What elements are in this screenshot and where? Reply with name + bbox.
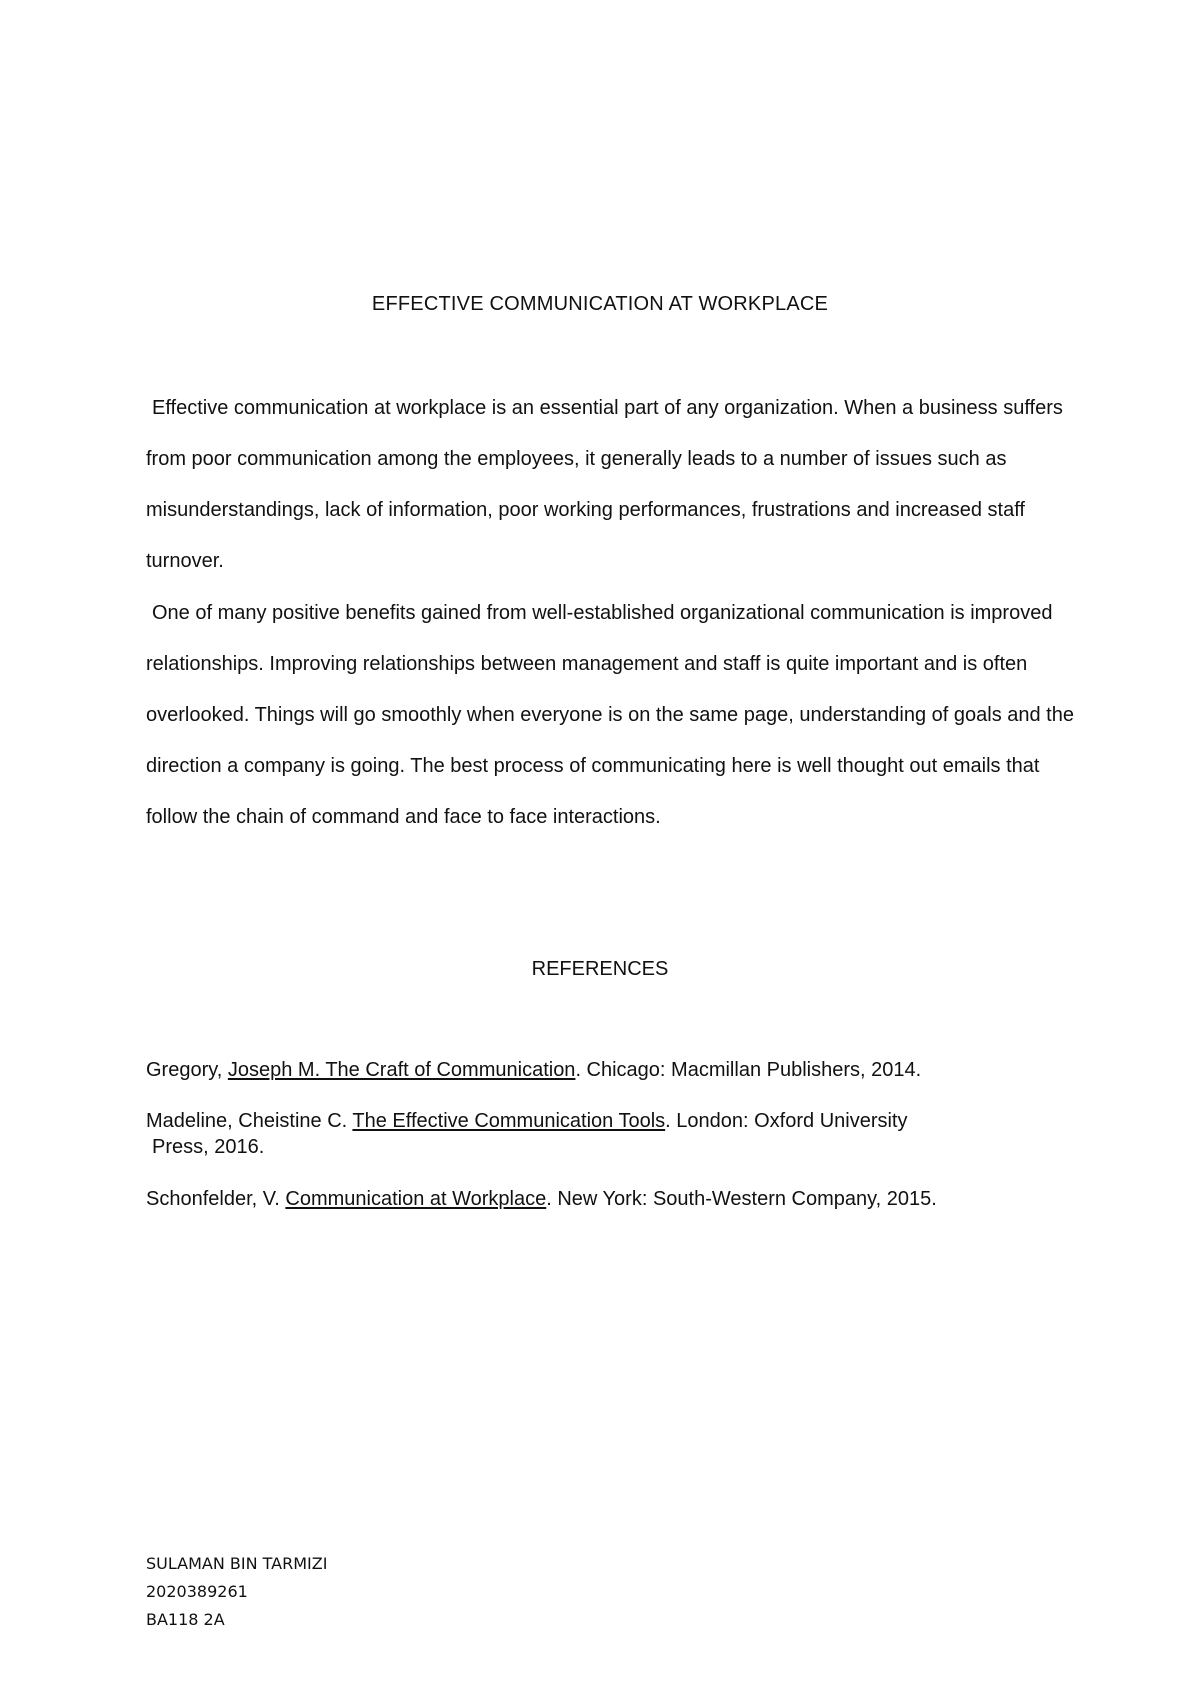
reference-2-author: Madeline, Cheistine C.: [146, 1110, 353, 1132]
reference-item-1: [146, 1057, 1081, 1083]
reference-2-publisher: . London: Oxford University: [665, 1110, 908, 1132]
paragraph-1: [146, 383, 1081, 587]
reference-item-3: [146, 1186, 1081, 1212]
paragraph-2-text: One of many positive benefits gained from well-established organizational communication is improved relationships. Improving relationships between management and staff is quite important and is often overlooked. Things will go smoothly when everyone is on the same page, understanding of goals and the direction a company is going. The best process of communicating here is well thought out emails that follow the chain of command and face to face interactions.: [146, 602, 1074, 828]
author-footer: [146, 1550, 327, 1634]
reference-1-publisher: . Chicago: Macmillan Publishers, 2014.: [575, 1059, 922, 1081]
reference-3-title: Communication at Workplace: [285, 1188, 547, 1210]
reference-2-continuation: Press, 2016.: [152, 1136, 265, 1158]
student-id: 2020389261: [146, 1582, 248, 1601]
reference-3-author: Schonfelder, V.: [146, 1188, 286, 1210]
reference-3-publisher: . New York: South-Western Company, 2015.: [546, 1188, 937, 1210]
reference-1-author: Gregory,: [146, 1059, 228, 1081]
references-heading: REFERENCES: [531, 958, 669, 980]
reference-item-2: [146, 1108, 1081, 1160]
document-title: EFFECTIVE COMMUNICATION AT WORKPLACE: [371, 293, 829, 315]
author-name: SULAMAN BIN TARMIZI: [146, 1554, 328, 1573]
reference-2-title: The Effective Communication Tools: [352, 1110, 666, 1132]
class-code: BA118 2A: [146, 1610, 225, 1629]
paragraph-1-text: Effective communication at workplace is an essential part of any organization. When a business suffers from poor communication among the employees, it generally leads to a number of issues such as misunderstandings, lack of information, poor working performances, frustrations and increased staff turnover.: [146, 397, 1063, 572]
reference-1-title: Joseph M. The Craft of Communication: [227, 1059, 576, 1081]
paragraph-2: [146, 588, 1081, 843]
